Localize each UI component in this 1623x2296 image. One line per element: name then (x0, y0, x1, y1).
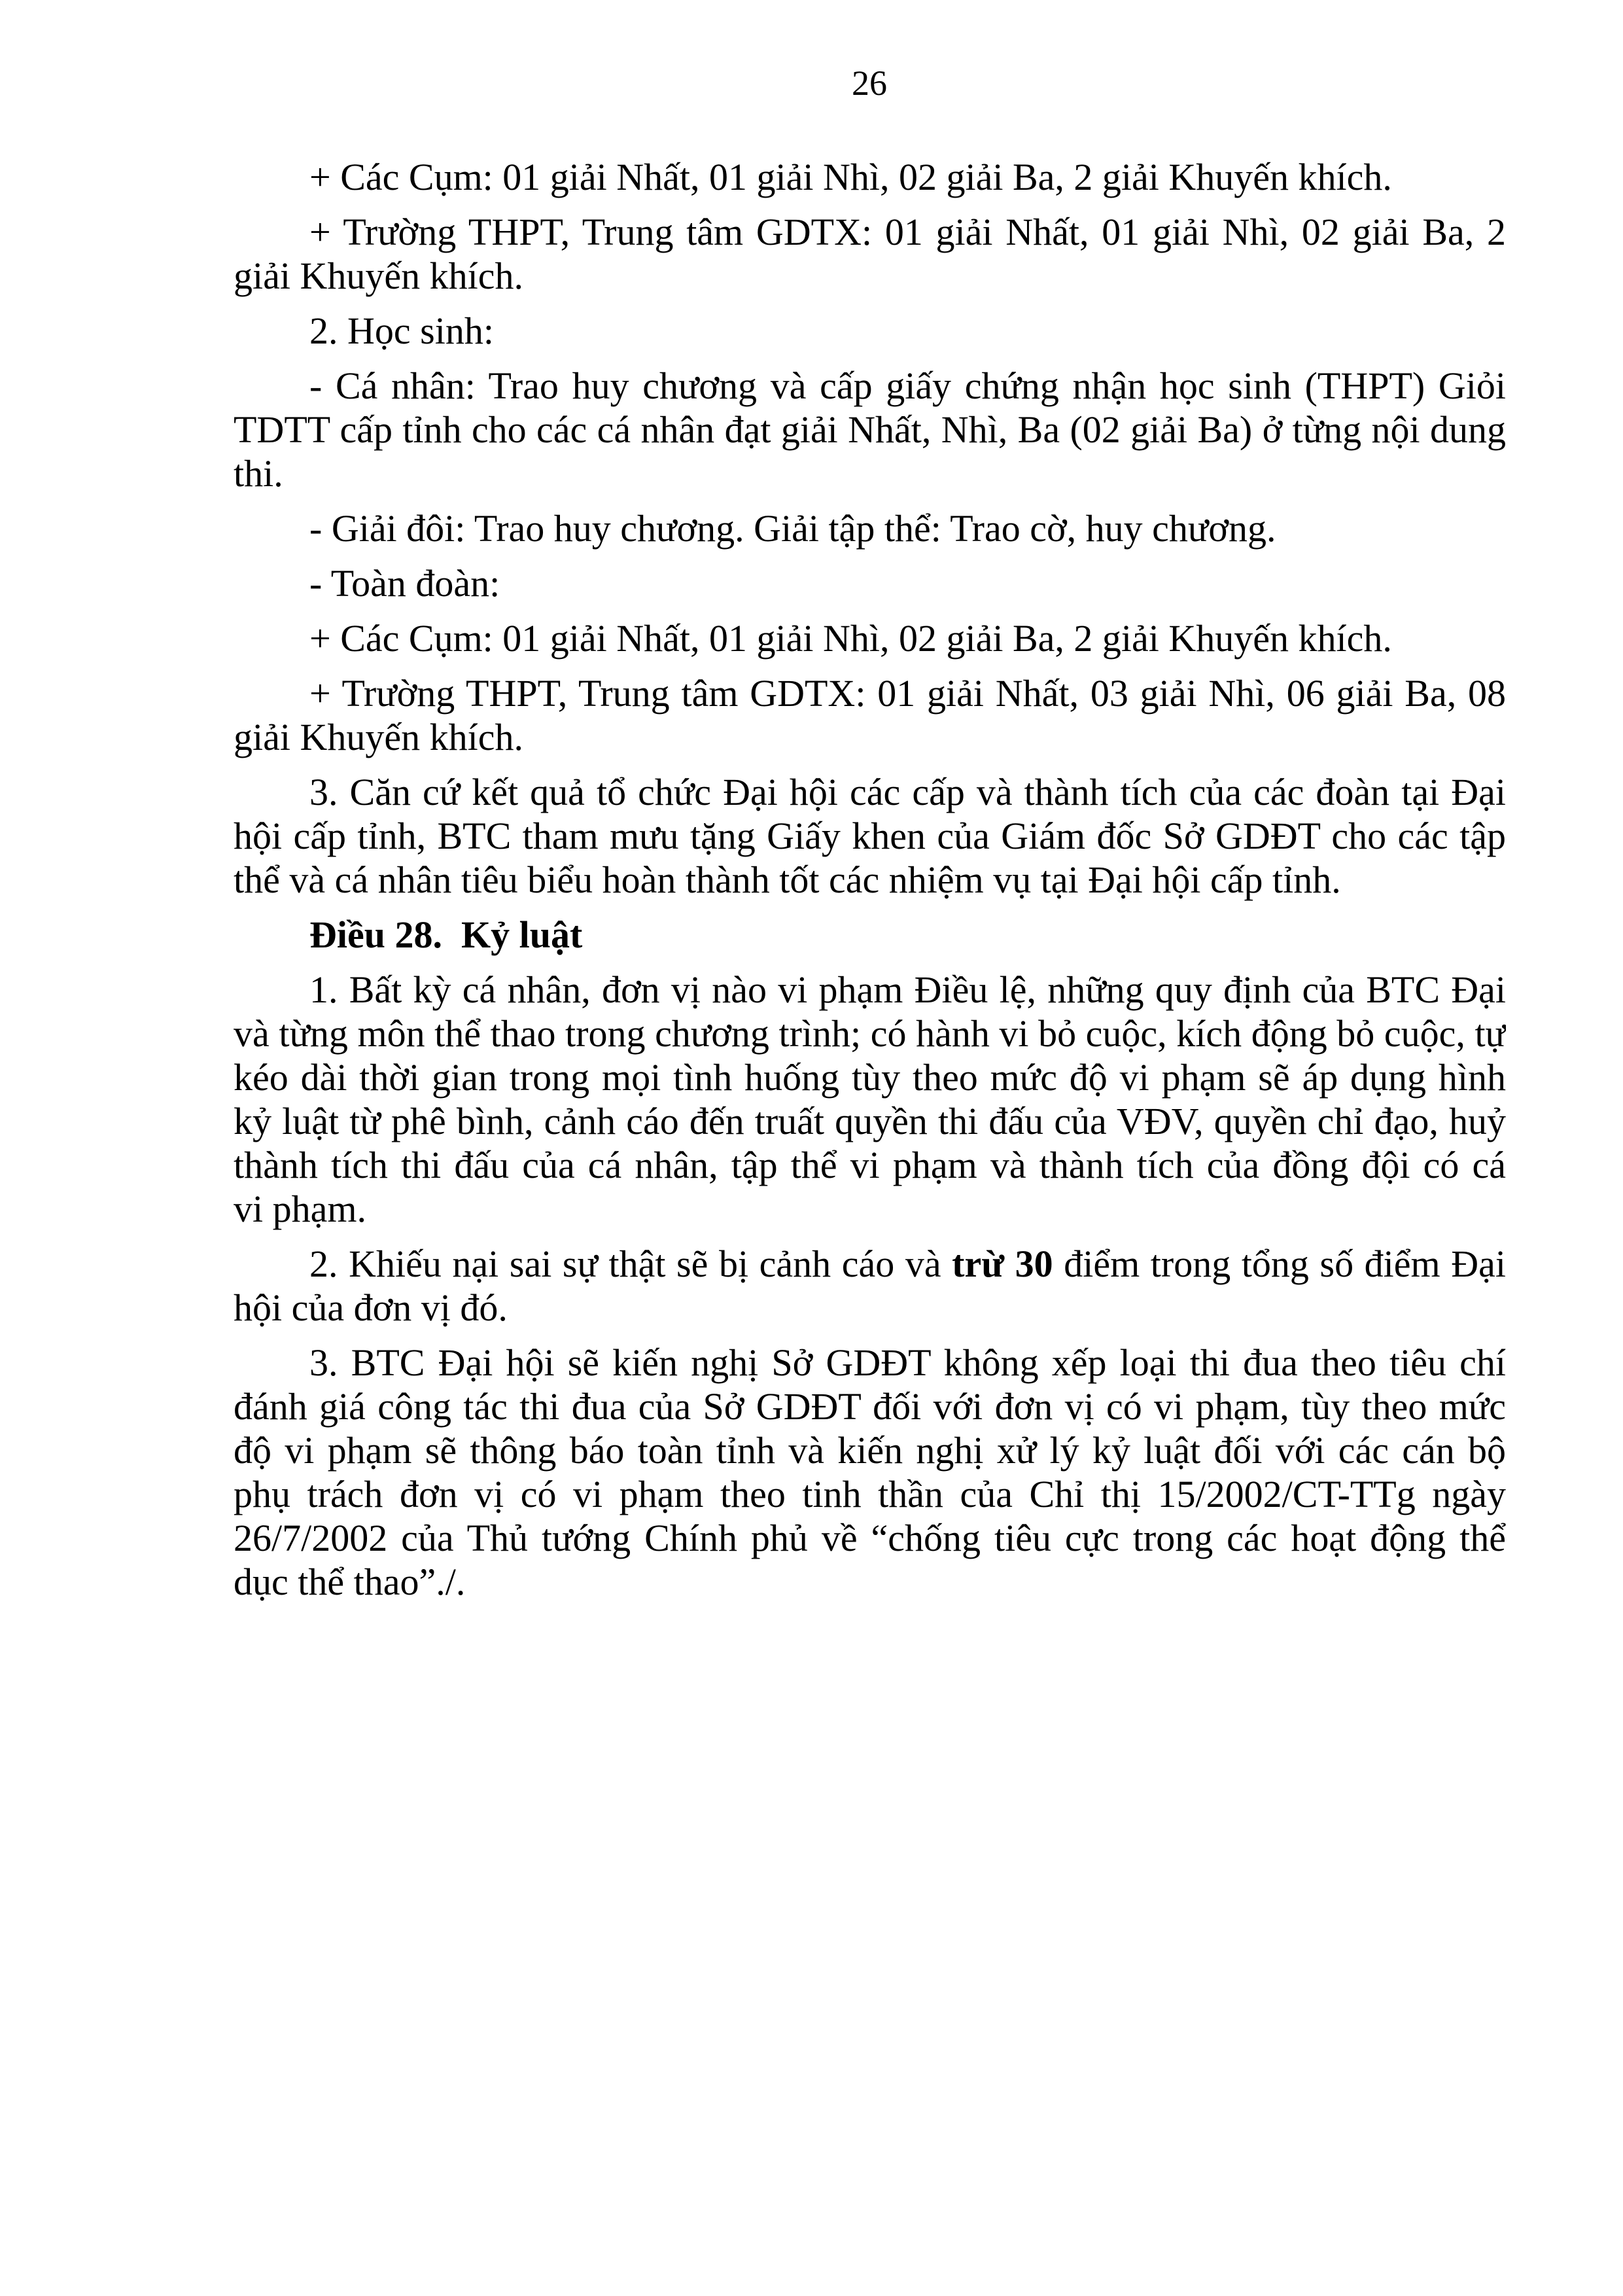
text-line (234, 1242, 1506, 1286)
text-segment: 2. Khiếu nại sai sự thật sẽ bị cảnh cáo và (309, 1243, 952, 1285)
text-line (234, 210, 1506, 254)
text-segment: vi phạm. (234, 1188, 366, 1230)
paragraph (234, 506, 1506, 550)
paragraph (234, 968, 1506, 1231)
text-segment: kéo dài thời gian trong mọi tình huống tùy theo mức độ vi phạm sẽ áp dụng hình (234, 1056, 1506, 1099)
bold-text: trừ 30 (952, 1243, 1053, 1285)
text-segment: + Trường THPT, Trung tâm GDTX: 01 giải Nhất, 03 giải Nhì, 06 giải Ba, 08 (309, 672, 1506, 715)
text-segment: dục thể thao”./. (234, 1561, 466, 1603)
text-segment: 3. Căn cứ kết quả tổ chức Đại hội các cấp và thành tích của các đoàn tại Đại (309, 771, 1506, 813)
text-segment: giải Khuyến khích. (234, 255, 523, 297)
text-line (234, 1055, 1506, 1099)
text-segment: và từng môn thể thao trong chương trình; có hành vi bỏ cuộc, kích động bỏ cuộc, tự (234, 1012, 1506, 1055)
text-line (234, 1286, 1506, 1330)
text-line (234, 1560, 1506, 1604)
text-segment: 1. Bất kỳ cá nhân, đơn vị nào vi phạm Điều lệ, những quy định của BTC Đại (309, 968, 1506, 1011)
text-segment: 26/7/2002 của Thủ tướng Chính phủ về “chống tiêu cực trong các hoạt động thể (234, 1517, 1506, 1559)
text-line (234, 671, 1506, 715)
text-line (234, 155, 1506, 199)
text-line (234, 616, 1506, 660)
text-line (234, 309, 1506, 353)
text-segment: + Các Cụm: 01 giải Nhất, 01 giải Nhì, 02 giải Ba, 2 giải Khuyến khích. (309, 617, 1392, 660)
text-segment: đánh giá công tác thi đua của Sở GDĐT đối với đơn vị có vi phạm, tùy theo mức (234, 1385, 1506, 1428)
text-line (234, 506, 1506, 550)
text-line (234, 1428, 1506, 1472)
text-segment: thể và cá nhân tiêu biểu hoàn thành tốt các nhiệm vụ tại Đại hội cấp tỉnh. (234, 858, 1341, 901)
text-segment: 2. Học sinh: (309, 309, 494, 352)
text-segment: hội cấp tỉnh, BTC tham mưu tặng Giấy khen của Giám đốc Sở GDĐT cho các tập (234, 815, 1506, 857)
text-line (234, 451, 1506, 495)
text-line (234, 814, 1506, 858)
page-number: 26 (852, 63, 887, 103)
text-segment: điểm trong tổng số điểm Đại (1053, 1243, 1506, 1285)
paragraph (234, 561, 1506, 605)
text-line (234, 408, 1506, 451)
text-line (234, 561, 1506, 605)
paragraph (234, 155, 1506, 199)
paragraph (234, 1341, 1506, 1604)
text-segment: TDTT cấp tỉnh cho các cá nhân đạt giải Nhất, Nhì, Ba (02 giải Ba) ở từng nội dung (234, 408, 1506, 451)
text-segment: + Các Cụm: 01 giải Nhất, 01 giải Nhì, 02 giải Ba, 2 giải Khuyến khích. (309, 156, 1392, 198)
text-line (234, 1099, 1506, 1143)
text-line (234, 1516, 1506, 1560)
text-segment: thành tích thi đấu của cá nhân, tập thể vi phạm và thành tích của đồng đội có cá (234, 1144, 1506, 1186)
paragraph (234, 1242, 1506, 1330)
text-line (234, 913, 1506, 957)
text-line (234, 1143, 1506, 1187)
paragraph (234, 210, 1506, 298)
text-segment: - Cá nhân: Trao huy chương và cấp giấy chứng nhận học sinh (THPT) Giỏi (309, 364, 1506, 407)
text-line (234, 1385, 1506, 1428)
text-line (234, 364, 1506, 408)
paragraph (234, 616, 1506, 660)
paragraph (234, 770, 1506, 902)
text-segment: - Toàn đoàn: (309, 562, 500, 605)
text-segment: 3. BTC Đại hội sẽ kiến nghị Sở GDĐT không xếp loại thi đua theo tiêu chí (309, 1341, 1506, 1384)
text-line (234, 1187, 1506, 1231)
paragraph (234, 309, 1506, 353)
text-line (234, 1472, 1506, 1516)
article-heading (234, 913, 1506, 957)
text-segment: độ vi phạm sẽ thông báo toàn tỉnh và kiến nghị xử lý kỷ luật đối với các cán bộ (234, 1429, 1506, 1472)
paragraph (234, 364, 1506, 495)
text-line (234, 1012, 1506, 1055)
text-segment: giải Khuyến khích. (234, 716, 523, 758)
text-segment: thi. (234, 452, 283, 495)
paragraph (234, 671, 1506, 759)
text-segment: Điều 28. Kỷ luật (309, 913, 583, 956)
text-segment: - Giải đôi: Trao huy chương. Giải tập thể: Trao cờ, huy chương. (309, 507, 1276, 550)
text-segment: hội của đơn vị đó. (234, 1286, 508, 1329)
text-line (234, 858, 1506, 902)
text-line (234, 1341, 1506, 1385)
text-segment: + Trường THPT, Trung tâm GDTX: 01 giải Nhất, 01 giải Nhì, 02 giải Ba, 2 (309, 211, 1506, 253)
text-segment: phụ trách đơn vị có vi phạm theo tinh thần của Chỉ thị 15/2002/CT-TTg ngày (234, 1473, 1506, 1515)
text-line (234, 770, 1506, 814)
document-body (234, 155, 1506, 1615)
text-line (234, 254, 1506, 298)
text-segment: kỷ luật từ phê bình, cảnh cáo đến truất quyền thi đấu của VĐV, quyền chỉ đạo, huỷ (234, 1100, 1506, 1142)
text-line (234, 715, 1506, 759)
text-line (234, 968, 1506, 1012)
